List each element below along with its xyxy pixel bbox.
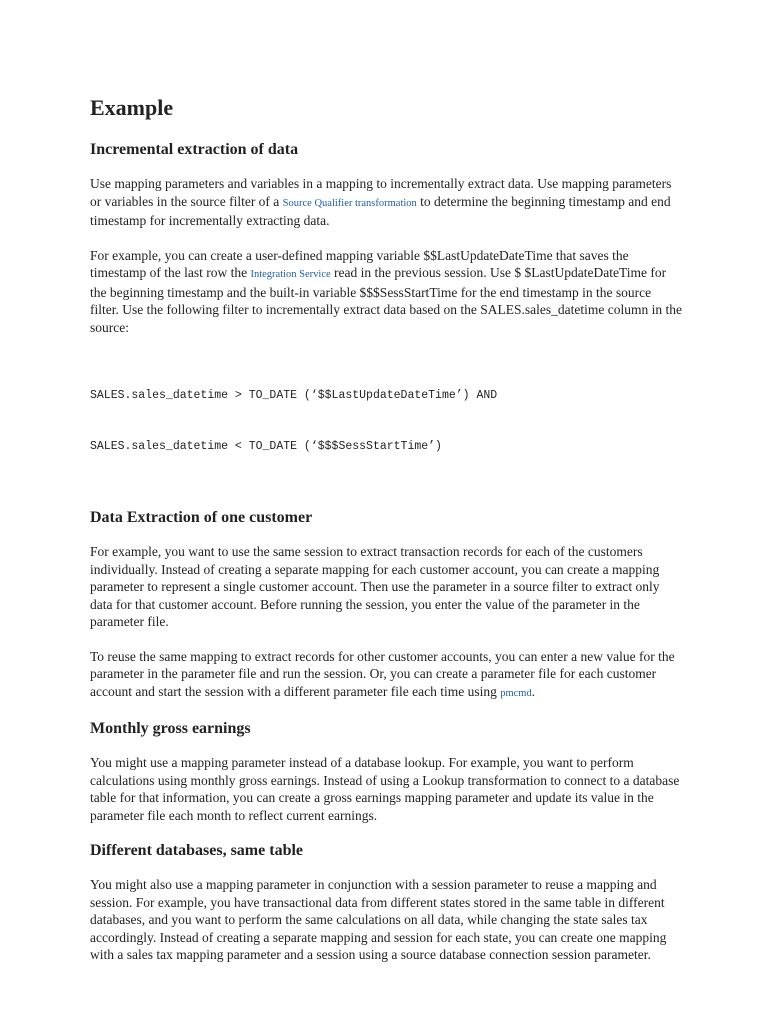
paragraph: [90, 648, 682, 703]
paragraph-text: To reuse the same mapping to extract records for other customer accounts, you can enter a new value for the parameter in the parameter file and run the session. Or, you can create a parameter file for each customer account and start the session with a different parameter file each time using: [90, 648, 675, 699]
paragraph-text: For example, you can create a user-defined mapping variable $$LastUpdateDateTime that saves the timestamp of the last row the: [90, 247, 629, 280]
paragraph: You might use a mapping parameter instead of a database lookup. For example, you want to perform calculations using monthly gross earnings. Instead of using a Lookup transformation to connect to a database table for that information, you can create a gross earnings mapping parameter and update its value in the parameter file each month to reflect current earnings.: [90, 755, 680, 823]
paragraph-text: to determine the beginning timestamp and end timestamp for incrementally extracting data.: [90, 193, 671, 228]
code-line: SALES.sales_datetime > TO_DATE (‘$$LastUpdateDateTime’) AND: [90, 389, 498, 402]
paragraph-text: .: [531, 683, 536, 699]
paragraph-text: Use mapping parameters and variables in a mapping to incrementally extract data. Use mapping parameters or variables in the source filter of a: [90, 176, 672, 209]
section-heading: Different databases, same table: [90, 842, 304, 859]
section-one-customer: [90, 508, 682, 702]
paragraph: [90, 247, 682, 337]
section-heading: Data Extraction of one customer: [90, 509, 313, 526]
code-block: [90, 353, 682, 489]
paragraph: [90, 175, 682, 230]
pmcmd-link[interactable]: pmcmd: [500, 687, 532, 699]
page-title: Example: [90, 95, 174, 120]
section-heading: Incremental extraction of data: [90, 141, 299, 158]
paragraph-text: read in the previous session. Use $ $LastUpdateDateTime for the beginning timestamp and the built-in variable $$$SessStartTime for the end timestamp in the source filter. Use the following filter to incrementally extract data based on the SALES.sales_datetime column in the source:: [90, 265, 682, 335]
source-qualifier-link[interactable]: Source Qualifier transformation: [282, 197, 417, 209]
paragraph: For example, you want to use the same session to extract transaction records for each of the customers individually. Instead of creating a separate mapping for each customer account, you can create a mapping parameter to represent a single customer account. Then use the parameter in a source filter to extract only data for that customer account. Before running the session, you enter the value of the parameter in the parameter file.: [90, 544, 660, 629]
integration-service-link[interactable]: Integration Service: [250, 269, 331, 280]
section-heading: Monthly gross earnings: [90, 720, 251, 737]
section-monthly-gross-earnings: [90, 719, 682, 824]
paragraph: You might also use a mapping parameter in conjunction with a session parameter to reuse a mapping and session. For example, you have transactional data from different states stored in the same table in different databases, and you want to perform the same calculations on all data, while changing the state sales tax accordingly. Instead of creating a separate mapping and session for each state, you can create one mapping with a sales tax mapping parameter and a session using a source database connection session parameter.: [90, 877, 667, 962]
section-incremental-extraction: [90, 140, 682, 489]
document-page: [90, 94, 682, 981]
code-line: SALES.sales_datetime < TO_DATE (‘$$$SessStartTime’): [90, 440, 442, 453]
section-different-databases: [90, 841, 682, 964]
